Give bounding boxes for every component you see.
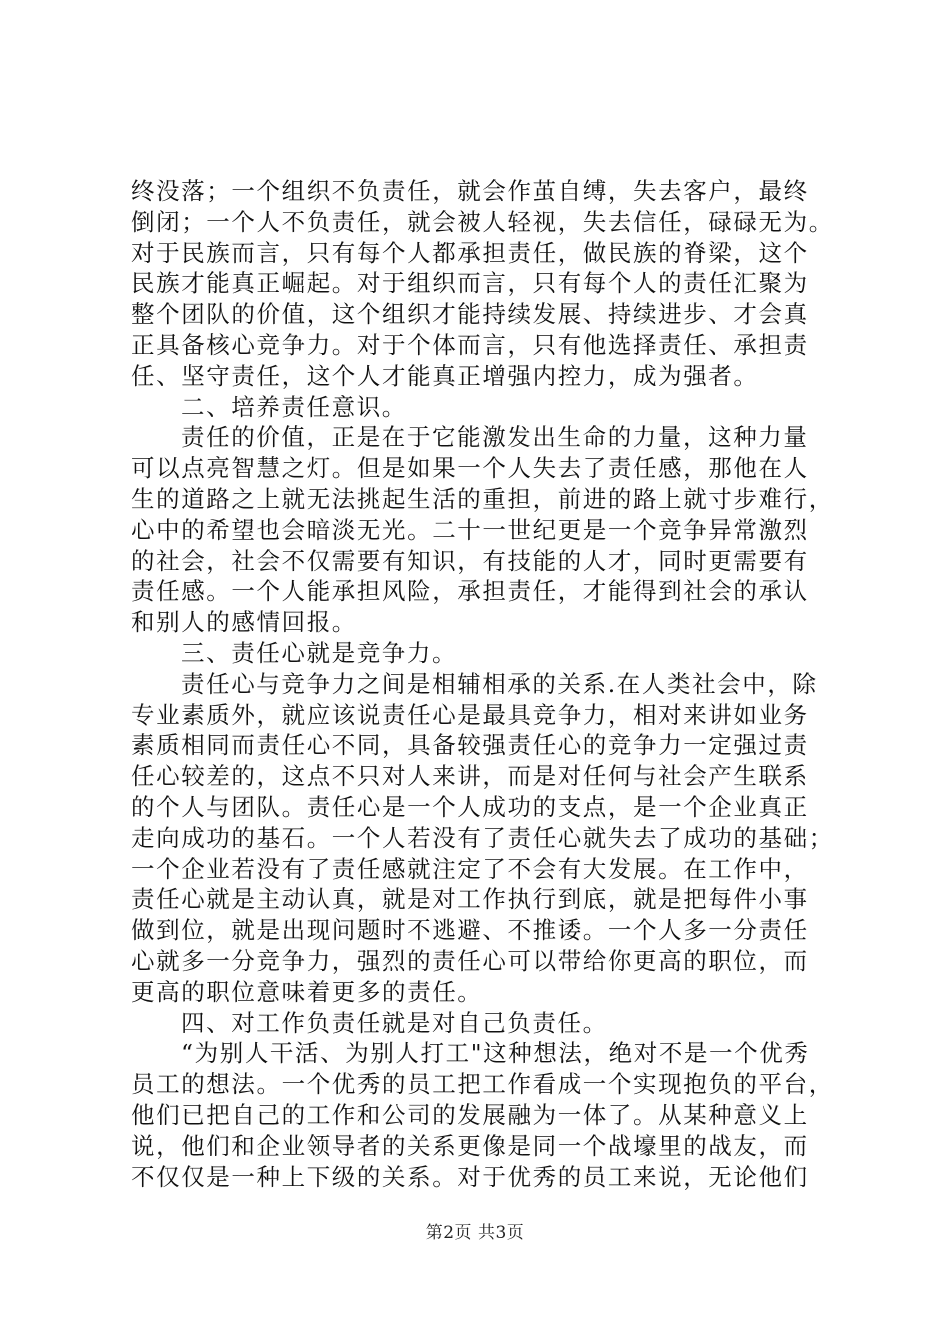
document-body	[131, 176, 834, 1192]
text-line: 民族才能真正崛起。对于组织而言，只有每个人的责任汇聚为	[131, 269, 809, 298]
text-line: 整个团队的价值，这个组织才能持续发展、持续进步、才会真	[131, 300, 809, 329]
text-line: 四、对工作负责任就是对自己负责任。	[181, 1008, 608, 1037]
text-line: 心中的希望也会暗淡无光。二十一世纪更是一个竞争异常激烈	[131, 515, 809, 544]
text-line: “为别人干活、为别人打工"这种想法，绝对不是一个优秀	[181, 1039, 810, 1068]
text-line: 和别人的感情回报。	[131, 608, 357, 637]
text-line: 的个人与团队。责任心是一个人成功的支点，是一个企业真正	[131, 792, 809, 821]
page-footer: 第2页 共3页	[425, 1223, 525, 1243]
text-line: 对于民族而言，只有每个人都承担责任，做民族的脊梁，这个	[131, 238, 809, 267]
text-line: 责任感。一个人能承担风险，承担责任，才能得到社会的承认	[131, 577, 809, 606]
text-line: 做到位，就是出现问题时不逃避、不推诿。一个人多一分责任	[131, 916, 809, 945]
text-line: 说，他们和企业领导者的关系更像是同一个战壕里的战友，而	[131, 1131, 809, 1160]
text-line: 责任的价值，正是在于它能激发出生命的力量，这种力量	[181, 423, 809, 452]
text-line: 三、责任心就是竞争力。	[181, 638, 458, 667]
text-line: 正具备核心竞争力。对于个体而言，只有他选择责任、承担责	[131, 330, 809, 359]
text-line: 一个企业若没有了责任感就注定了不会有大发展。在工作中，	[131, 854, 809, 883]
text-line: 倒闭；一个人不负责任，就会被人轻视，失去信任，碌碌无为。	[131, 207, 834, 236]
text-line: 他们已把自己的工作和公司的发展融为一体了。从某种意义上	[131, 1100, 809, 1129]
text-line: 专业素质外，就应该说责任心是最具竞争力，相对来讲如业务	[131, 700, 809, 729]
text-line: 心就多一分竞争力，强烈的责任心可以带给你更高的职位，而	[131, 946, 809, 975]
text-line: 员工的想法。一个优秀的员工把工作看成一个实现抱负的平台，	[131, 1070, 834, 1099]
text-line: 生的道路之上就无法挑起生活的重担，前进的路上就寸步难行，	[131, 484, 834, 513]
text-line: 终没落；一个组织不负责任，就会作茧自缚，失去客户，最终	[131, 177, 809, 205]
text-line: 任心较差的，这点不只对人来讲，而是对任何与社会产生联系	[131, 762, 809, 791]
text-line: 不仅仅是一种上下级的关系。对于优秀的员工来说，无论他们	[131, 1162, 809, 1191]
text-line: 责任心就是主动认真，就是对工作执行到底，就是把每件小事	[131, 885, 809, 914]
text-line: 可以点亮智慧之灯。但是如果一个人失去了责任感，那他在人	[131, 454, 809, 483]
text-line: 二、培养责任意识。	[181, 392, 407, 421]
text-line: 素质相同而责任心不同，具备较强责任心的竞争力一定强过责	[131, 731, 809, 760]
text-line: 走向成功的基石。一个人若没有了责任心就失去了成功的基础；	[131, 823, 834, 852]
text-line: 更高的职位意味着更多的责任。	[131, 977, 483, 1006]
text-line: 责任心与竞争力之间是相辅相承的关系.在人类社会中，除	[181, 669, 818, 698]
text-line: 任、坚守责任，这个人才能真正增强内控力，成为强者。	[131, 361, 759, 390]
text-line: 的社会，社会不仅需要有知识，有技能的人才，同时更需要有	[131, 546, 809, 575]
